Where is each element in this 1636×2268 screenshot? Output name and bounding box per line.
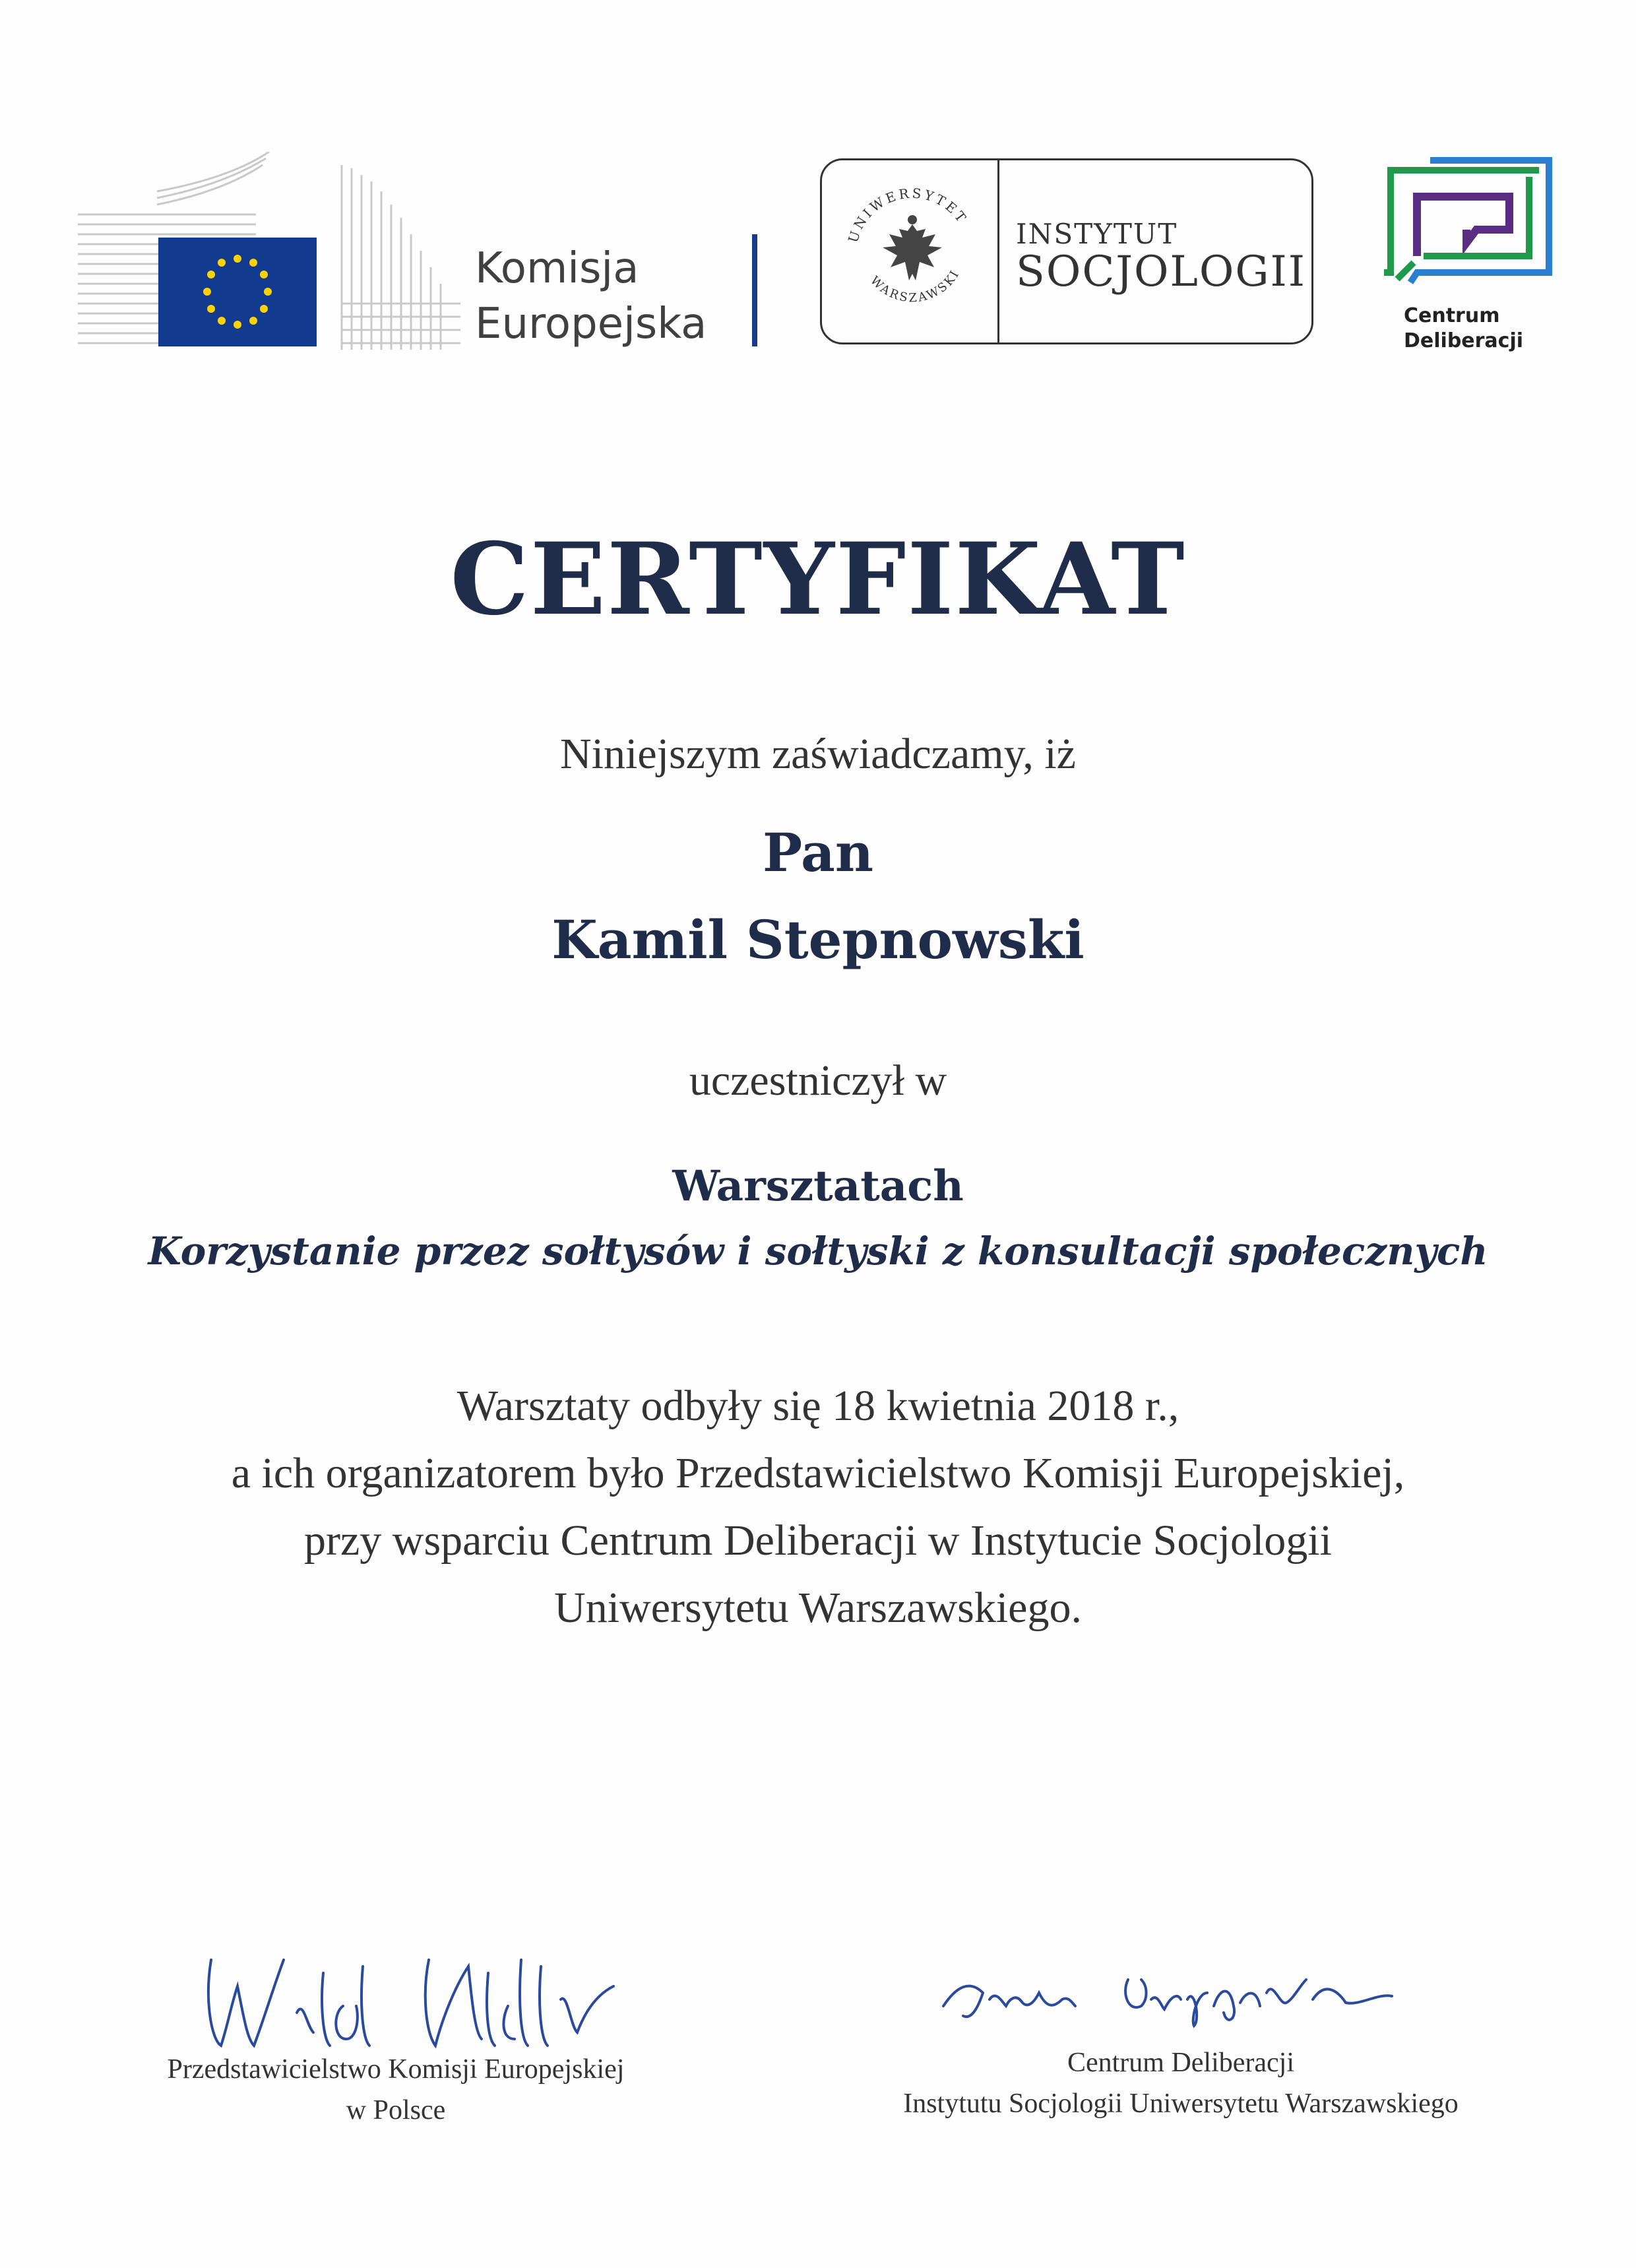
svg-text:UNIWERSYTET: UNIWERSYTET: [844, 185, 971, 245]
recipient-name: Kamil Stepnowski: [551, 909, 1085, 971]
certificate-title: CERTYFIKAT: [450, 521, 1186, 637]
details-line: a ich organizatorem było Przedstawicielstwo Komisji Europejskiej,: [231, 1449, 1405, 1497]
eu-flag: [158, 238, 317, 346]
left-signature: [191, 1947, 666, 2059]
uw-institute-label: INSTYTUT: [1016, 218, 1178, 250]
intro-text: Niniejszym zaświadczamy, iż: [560, 730, 1076, 778]
ec-logo-text: Komisja Europejska: [475, 244, 707, 348]
speech-bubbles-icon: [1377, 157, 1556, 289]
participation-text: uczestniczył w: [689, 1056, 947, 1105]
details-paragraph: [0, 1373, 1636, 1642]
uw-logo-separator: [997, 158, 999, 344]
details-line: Uniwersytetu Warszawskiego.: [554, 1584, 1082, 1632]
honorific: Pan: [762, 822, 873, 884]
uw-sociology-label: SOCJOLOGII: [1016, 247, 1307, 296]
right-signature-caption: Centrum Deliberacji Instytutu Socjologii Uniwersytetu Warszawskiego: [903, 2048, 1459, 2119]
details-line: Warsztaty odbyły się 18 kwietnia 2018 r.,: [456, 1382, 1180, 1430]
right-signature: [930, 1953, 1445, 2032]
cd-logo-text: Centrum Deliberacji: [1404, 304, 1524, 352]
uw-seal-icon: [836, 168, 988, 333]
details-line: przy wsparciu Centrum Deliberacji w Instytucie Socjologii: [304, 1516, 1332, 1565]
left-signature-caption: Przedstawicielstwo Komisji Europejskiej w Polsce: [167, 2054, 625, 2125]
event-type: Warsztatach: [672, 1161, 964, 1211]
event-name: Korzystanie przez sołtysów i sołtyski z konsultacji społecznych: [148, 1229, 1488, 1274]
svg-text:WARSZAWSKI: WARSZAWSKI: [867, 267, 963, 306]
ec-divider: [752, 234, 757, 346]
